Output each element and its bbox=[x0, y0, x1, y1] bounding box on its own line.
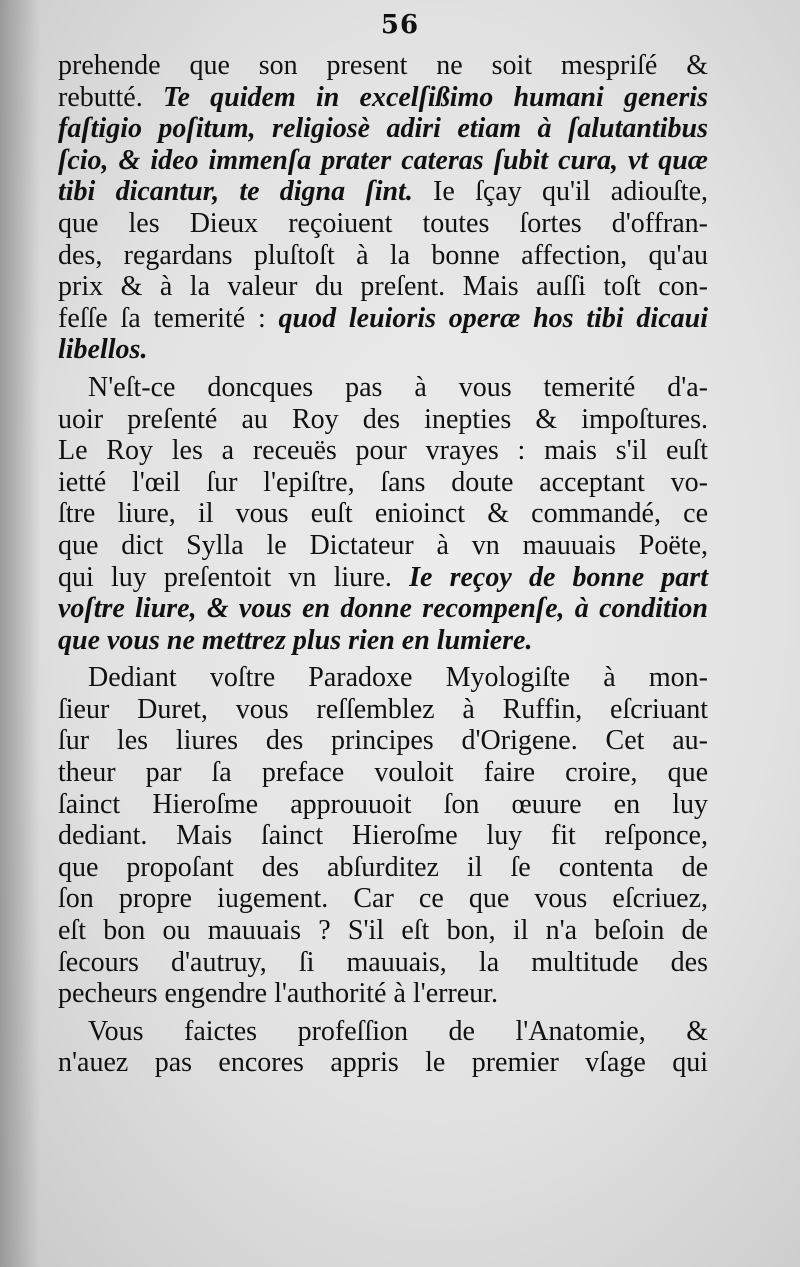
latin-quotation: quod leuioris operæ hos tibi dicaui bbox=[278, 302, 708, 334]
latin-quotation: Ie reçoy de bonne part bbox=[409, 561, 708, 593]
text-line: ſtre liure, il vous euſt enioinct & commandé, ce bbox=[58, 498, 708, 530]
text-line: eſt bon ou mauuais ? S'il eſt bon, il n'a beſoin de bbox=[58, 915, 708, 947]
text-line: Le Roy les a receuës pour vrayes : mais s'il euſt bbox=[58, 435, 708, 467]
paragraph bbox=[58, 1016, 708, 1079]
text-line bbox=[58, 303, 708, 335]
text-line bbox=[58, 82, 708, 114]
text-line: Vous faictes profeſſion de l'Anatomie, & bbox=[88, 1015, 708, 1047]
text-line: ſur les liures des principes d'Origene. Cet au- bbox=[58, 725, 708, 757]
text-line: ſecours d'autruy, ſi mauuais, la multitude des bbox=[58, 946, 708, 978]
text-line: faſtigio poſitum, religiosè adiri etiam à ſalutantibus bbox=[58, 113, 708, 145]
text-line: libellos. bbox=[58, 334, 148, 366]
text-line: que les Dieux reçoiuent toutes ſortes d'offran- bbox=[58, 207, 708, 239]
gutter-shadow bbox=[0, 0, 40, 1267]
french-text: feſſe ſa temerité : bbox=[58, 302, 279, 334]
text-line: que vous ne mettrez plus rien en lumiere. bbox=[58, 624, 533, 656]
page-number: 56 bbox=[380, 10, 420, 40]
text-line: ſon propre iugement. Car ce que vous eſcriuez, bbox=[58, 883, 708, 915]
text-line: des, regardans pluſtoſt à la bonne affection, qu'au bbox=[58, 239, 708, 271]
text-line: que propoſant des abſurditez il ſe contenta de bbox=[58, 851, 708, 883]
text-line: voſtre liure, & vous en donne recompenſe, à condition bbox=[58, 593, 708, 625]
paragraph bbox=[58, 372, 708, 656]
french-text: rebutté. bbox=[58, 81, 163, 113]
text-line: prix & à la valeur du preſent. Mais auſſi toſt con- bbox=[58, 271, 708, 303]
text-line: pecheurs engendre l'authorité à l'erreur. bbox=[58, 978, 498, 1010]
text-line: ſieur Duret, vous reſſemblez à Ruffin, eſcriuant bbox=[58, 693, 708, 725]
paragraph bbox=[58, 50, 708, 366]
text-line: ſainct Hieroſme approuuoit ſon œuure en luy bbox=[58, 788, 708, 820]
text-line: N'eſt-ce doncques pas à vous temerité d'a- bbox=[88, 371, 708, 403]
text-line: dediant. Mais ſainct Hieroſme luy fit reſponce, bbox=[58, 820, 708, 852]
text-line bbox=[58, 176, 708, 208]
latin-quotation: Te quidem in excelſißimo humani generis bbox=[162, 81, 708, 113]
latin-quotation: tibi dicantur, te digna ſint. bbox=[58, 176, 413, 208]
text-line: uoir preſenté au Roy des inepties & impoſtures. bbox=[58, 403, 708, 435]
text-line: prehende que son present ne soit mespriſé & bbox=[58, 50, 708, 81]
text-line: ſcio, & ideo immenſa prater cateras ſubit cura, vt quæ bbox=[58, 144, 708, 176]
page-text bbox=[58, 50, 708, 1079]
text-line: que dict Sylla le Dictateur à vn mauuais Poëte, bbox=[58, 529, 708, 561]
french-text: qui luy preſentoit vn liure. bbox=[58, 561, 410, 593]
text-line: ietté l'œil ſur l'epiſtre, ſans doute acceptant vo- bbox=[58, 466, 708, 498]
paragraph bbox=[58, 662, 708, 1010]
text-line: theur par ſa preface vouloit faire croire, que bbox=[58, 757, 708, 789]
text-line: n'auez pas encores appris le premier vſage qui bbox=[58, 1047, 708, 1079]
text-line: Dediant voſtre Paradoxe Myologiſte à mon- bbox=[88, 662, 708, 694]
text-line bbox=[58, 562, 708, 594]
french-text: Ie ſçay qu'il adiouſte, bbox=[412, 176, 708, 208]
